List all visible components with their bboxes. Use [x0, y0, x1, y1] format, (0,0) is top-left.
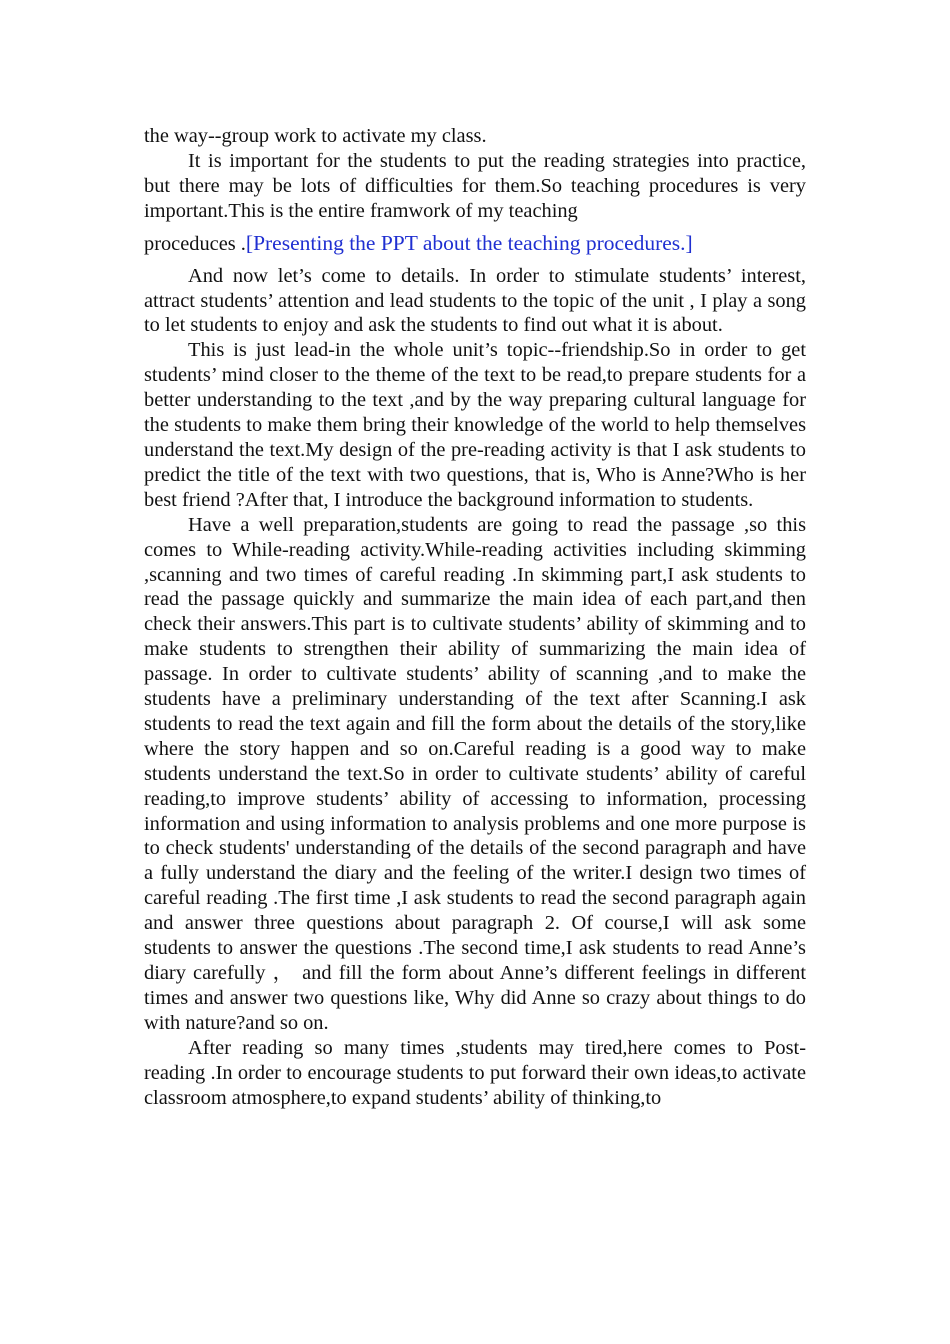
paragraph-post-reading: After reading so many times ,students may tired,here comes to Post-reading .In order to encourage students to put forward their own ideas,to activate classroom atmosphere,to expand students’ ability of thinking,to — [144, 1036, 806, 1109]
document-page — [144, 124, 806, 1110]
paragraph-continuation: the way--group work to activate my class. — [144, 125, 487, 147]
paragraph-procedures-ppt — [144, 225, 806, 262]
ppt-note: [Presenting the PPT about the teaching procedures.] — [245, 230, 693, 255]
paragraph-reading-strategies: It is important for the students to put the reading strategies into practice, but there may be lots of difficulties for them.So teaching procedures is very important.This is the entire framwork of my teaching — [144, 149, 806, 222]
paragraph-pre-reading: This is just lead-in the whole unit’s topic--friendship.So in order to get students’ mind closer to the theme of the text to be read,to prepare students for a better understanding to the text ,and by the way preparing cultural language for the students to make them bring their knowledge of the world to help themselves understand the text.My design of the pre-reading activity is that I ask students to predict the title of the text with two questions, that is, Who is Anne?Who is her best friend ?After that, I introduce the background information to students. — [144, 339, 806, 511]
paragraph-while-reading: Have a well preparation,students are going to read the passage ,so this comes to While-reading activity.While-reading activities including skimming ,scanning and two times of careful reading .In skimming part,I ask students to read the passage quickly and summarize the main idea of each part,and then check their answers.This part is to cultivate students’ ability of skimming and to make students to strengthen their ability of summarizing the main idea of passage. In order to cultivate students’ ability of scanning ,and to make the students have a preliminary understanding of the text after Scanning.I ask students to read the text again and fill the form about the details of the story,like where the story happen and so on.Careful reading is a good way to make students understand the text.So in order to cultivate students’ ability of careful reading,to improve students’ ability of accessing to information, processing information and using information to analysis problems and one more purpose is to check students' understanding of the details of the second paragraph and have a fully understand the diary and the feeling of the writer.I design two times of careful reading .The first time ,I ask students to read the second paragraph again and answer three questions about paragraph 2. Of course,I will ask some students to answer the questions .The second time,I ask students to read Anne’s diary carefully ， and fill the form about Anne’s different feelings in different times and answer two questions like, Why did Anne so crazy about things to do with nature?and so on. — [144, 513, 806, 1034]
paragraph-details-lead-in: And now let’s come to details. In order to stimulate students’ interest, attract students’ attention and lead students to the topic of the unit , I play a song to let students to enjoy and ask the students to find out what it is about. — [144, 264, 806, 337]
procedures-text: proceduces . — [144, 232, 246, 255]
